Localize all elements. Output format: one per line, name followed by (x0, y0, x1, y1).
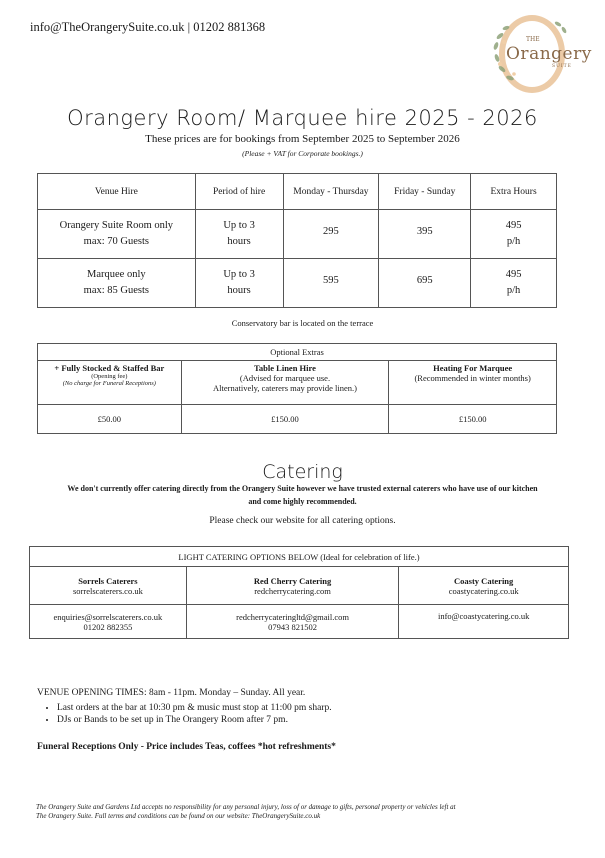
optional-extras-table (37, 343, 557, 434)
venue-name: Orangery Suite Room only (59, 220, 174, 231)
footer-disclaimer (36, 803, 576, 821)
caterer-email[interactable]: info@coastycatering.co.uk (437, 611, 530, 621)
logo-the-text: THE (526, 36, 540, 43)
caterer-name: Coasty Catering (454, 575, 514, 586)
list-item: • DJs or Bands to be set up in The Orangery Room after 7 pm. (57, 714, 332, 726)
extra-unit: p/h (506, 236, 521, 247)
extra-linen-note: Alternatively, caterers may provide linen.) (213, 383, 357, 393)
extra-hours-cell (471, 210, 557, 259)
venue-name: Marquee only (87, 269, 146, 280)
caterers-table (29, 546, 569, 639)
extras-title-row (38, 344, 557, 361)
vat-note: (Please + VAT for Corporate bookings.) (242, 149, 363, 158)
footer-line: The Orangery Suite and Gardens Ltd accepts no responsibility for any personal injury, loss of or damage to gifts, personal property or vehicles left at (36, 803, 456, 811)
venue-row-marquee (38, 259, 557, 308)
caterers-title-row (30, 547, 569, 567)
caterer-website[interactable]: coastycatering.co.uk (448, 585, 519, 596)
extra-heating-note: (Recommended in winter months) (414, 373, 531, 383)
extra-bar-heading: + Fully Stocked & Staffed Bar (54, 363, 165, 373)
catering-website-note: Please check our website for all catering options. (209, 516, 396, 526)
caterers-title: LIGHT CATERING OPTIONS BELOW (Ideal for celebration of life.) (30, 547, 569, 567)
caterer-email[interactable]: redcherrycateringltd@gmail.com (236, 611, 349, 622)
period-line: hours (227, 236, 251, 247)
caterer-cell (399, 567, 569, 605)
extra-unit: p/h (506, 285, 521, 296)
header-extra-hours: Extra Hours (471, 174, 557, 210)
extra-heating-price: £150.00 (389, 405, 557, 434)
extra-bar-note: (Opening fee) (91, 373, 128, 380)
price-fri-sun: 395 (379, 210, 471, 259)
venue-pricing-table (37, 173, 557, 308)
footer-line: The Orangery Suite. Full terms and conditions can be found on our website: TheOrangerySuite.co.uk (36, 812, 321, 820)
conservatory-note: Conservatory bar is located on the terrace (231, 318, 374, 328)
opening-rules-list (37, 702, 332, 726)
catering-description (22, 482, 583, 508)
orangery-logo (486, 14, 592, 96)
caterer-cell (30, 567, 187, 605)
extra-linen-price: £150.00 (181, 405, 389, 434)
caterer-name: Red Cherry Catering (253, 575, 332, 586)
caterer-email[interactable]: enquiries@sorrelscaterers.co.uk (53, 611, 163, 622)
catering-heading: Catering (262, 461, 343, 483)
caterer-cell (186, 567, 399, 605)
catering-text-line: We don't currently offer catering directly from the Orangery Suite however we have trusted external caterers who have use of our kitchen (67, 484, 538, 493)
period-line: Up to 3 (223, 269, 255, 280)
extras-heading-row (38, 361, 557, 405)
price-mon-thu: 295 (283, 210, 379, 259)
extra-heating-cell (389, 361, 557, 405)
extra-linen-cell (181, 361, 389, 405)
page-subtitle: These prices are for bookings from September 2025 to September 2026 (145, 133, 460, 145)
caterer-phone: 01202 882355 (83, 621, 133, 632)
caterer-name: Sorrels Caterers (78, 575, 138, 586)
extra-linen-heading: Table Linen Hire (254, 363, 316, 373)
header-mon-thu: Monday - Thursday (283, 174, 379, 210)
catering-text-line: and come highly recommended. (248, 497, 357, 506)
price-fri-sun: 695 (379, 259, 471, 308)
venue-name-cell (38, 259, 196, 308)
extra-heating-heading: Heating For Marquee (433, 363, 513, 373)
extra-bar-note: (No charge for Funeral Receptions) (62, 380, 156, 387)
extras-price-row (38, 405, 557, 434)
venue-row-orangery (38, 210, 557, 259)
period-line: Up to 3 (223, 220, 255, 231)
extra-linen-note: (Advised for marquee use. (239, 373, 331, 383)
period-cell (195, 210, 283, 259)
opening-times: VENUE OPENING TIMES: 8am - 11pm. Monday – Sunday. All year. (37, 688, 306, 698)
logo-suite-text: SUITE (552, 64, 572, 69)
period-cell (195, 259, 283, 308)
header-period: Period of hire (195, 174, 283, 210)
caterers-name-row (30, 567, 569, 605)
caterer-website[interactable]: redcherrycatering.com (254, 585, 331, 596)
price-mon-thu: 595 (283, 259, 379, 308)
extra-hours-cell (471, 259, 557, 308)
period-line: hours (227, 285, 251, 296)
extras-title: Optional Extras (38, 344, 557, 361)
venue-capacity: max: 85 Guests (83, 285, 149, 296)
header-venue-hire: Venue Hire (38, 174, 196, 210)
page-title: Orangery Room/ Marquee hire 2025 - 2026 (67, 106, 538, 130)
contact-info: info@TheOrangerySuite.co.uk | 01202 881368 (30, 20, 266, 34)
caterer-contact-cell (399, 605, 569, 639)
list-item: • Last orders at the bar at 10:30 pm & music must stop at 11:00 pm sharp. (57, 702, 332, 714)
extra-price: 495 (505, 220, 522, 231)
venue-table-header-row (38, 174, 557, 210)
extra-bar-price: £50.00 (38, 405, 182, 434)
logo-name-text: Orangery (506, 44, 592, 64)
caterer-contact-cell (30, 605, 187, 639)
caterer-contact-cell (186, 605, 399, 639)
header-fri-sun: Friday - Sunday (379, 174, 471, 210)
extra-price: 495 (505, 269, 522, 280)
venue-name-cell (38, 210, 196, 259)
caterer-website[interactable]: sorrelscaterers.co.uk (72, 585, 143, 596)
funeral-note: Funeral Receptions Only - Price includes Teas, coffees *hot refreshments* (37, 742, 336, 752)
caterer-phone: 07943 821502 (268, 621, 317, 632)
caterers-contact-row (30, 605, 569, 639)
venue-capacity: max: 70 Guests (83, 236, 149, 247)
extra-bar-cell (38, 361, 182, 405)
